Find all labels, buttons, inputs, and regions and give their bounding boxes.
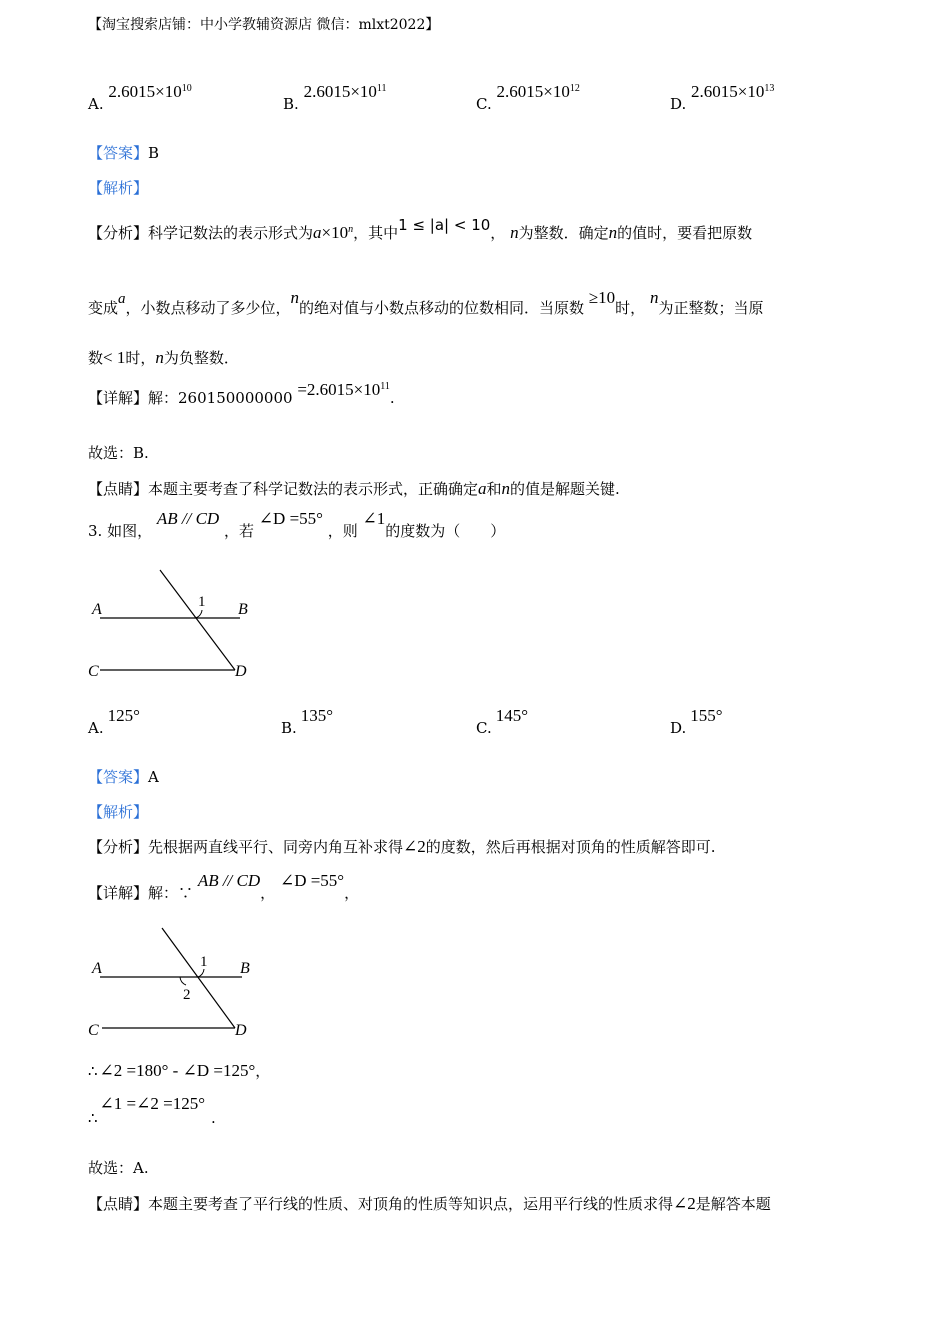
angle-1-arc	[198, 969, 204, 977]
q2-option-c[interactable]: C. $2.6015\times 10^{12}$	[476, 82, 580, 113]
q2-detail: 【详解】解：$260150000000 =2.6015\times 10^{11}$.	[88, 380, 395, 407]
label-b: B	[238, 601, 248, 618]
label-a: A	[92, 601, 102, 618]
q3-analysis-tag: 【解析】	[88, 803, 149, 821]
q2-dianjing: 【点睛】本题主要考查了科学记数法的表示形式，正确确定a和n的值是解题关键.	[88, 479, 620, 498]
q2-option-b[interactable]: B. $2.6015\times 10^{11}$	[283, 82, 387, 113]
label-c: C	[88, 1022, 99, 1039]
label-d: D	[235, 1022, 247, 1039]
q3-option-c[interactable]: C.145°	[476, 706, 529, 737]
q3-detail: 【详解】解：∵ AB // CD， ∠D =55°，	[88, 871, 360, 902]
angle-1-arc	[195, 610, 202, 618]
label-b: B	[240, 960, 250, 977]
q3-choice: 故选：A.	[88, 1159, 149, 1177]
q2-fenxi-line3: 数< 1时，n为负整数．	[88, 348, 239, 367]
label-d: D	[235, 663, 247, 680]
q3-option-a[interactable]: A.125°	[88, 706, 140, 737]
q3-step2: ∴∠1 =∠2 =125°.	[88, 1094, 216, 1127]
q2-option-a[interactable]: A. $2.6015\times 10^{10}$	[88, 82, 192, 113]
q3-step1: ∴ ∠2 =180° - ∠D =125°，	[88, 1061, 271, 1080]
q3-fenxi: 【分析】先根据两直线平行、同旁内角互补求得∠2的度数，然后再根据对顶角的性质解答即可.	[88, 837, 716, 856]
q3-stem: 3. 如图， AB // CD ，若 ∠D =55° ，则 ∠1的度数为（ ）	[88, 509, 506, 540]
label-angle-1: 1	[198, 594, 206, 610]
q2-answer: 【答案】B	[88, 144, 160, 162]
q2-choice: 故选：B.	[88, 444, 149, 462]
label-angle-2: 2	[183, 987, 191, 1003]
q3-option-d[interactable]: D.155°	[670, 706, 723, 737]
q3-figure-1	[80, 560, 280, 690]
q2-fenxi-line2: 变成a，小数点移动了多少位，n的绝对值与小数点移动的位数相同．当原数 ≥10时， n为正整数；当原	[88, 288, 764, 317]
transversal	[162, 928, 235, 1028]
label-c: C	[88, 663, 99, 680]
q2-option-d[interactable]: D. $2.6015\times 10^{13}$	[670, 82, 775, 113]
q3-option-b[interactable]: B.135°	[281, 706, 334, 737]
label-angle-1: 1	[200, 954, 208, 970]
q3-figure-2	[80, 918, 280, 1048]
transversal	[160, 570, 235, 670]
label-a: A	[92, 960, 102, 977]
shop-header: 【淘宝搜索店铺：中小学教辅资源店 微信：mlxt2022】	[88, 17, 440, 33]
q2-fenxi-line1: 【分析】科学记数法的表示形式为$a\times 10^n$，其中1 ≤ |a| < 10， n为整数．确定n的值时，要看把原数	[88, 216, 753, 242]
q3-dianjing: 【点睛】本题主要考查了平行线的性质、对顶角的性质等知识点，运用平行线的性质求得∠2是解答本题	[88, 1194, 771, 1213]
q2-analysis-tag: 【解析】	[88, 179, 149, 197]
q3-answer: 【答案】A	[88, 768, 159, 786]
angle-2-arc	[180, 977, 186, 985]
